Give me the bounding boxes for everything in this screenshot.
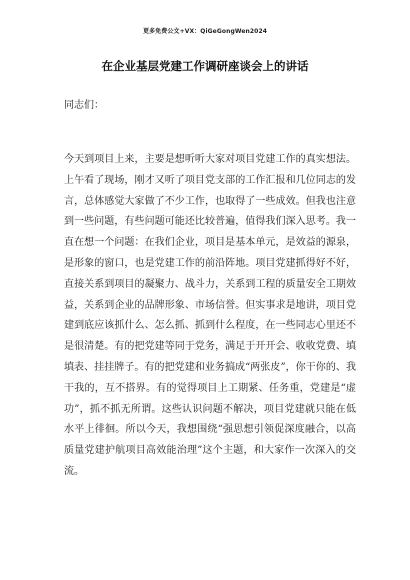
salutation: 同志们： — [64, 100, 104, 111]
header-note: 更多免费公文+VX：QiGeGongWen2024 — [142, 28, 267, 35]
document-title: 在企业基层党建工作调研座谈会上的讲话 — [101, 59, 309, 73]
body-paragraph: 今天到项目上来，主要是想听听大家对项目党建工作的真实想法。上午看了现场，刚才又听了项目党支部的工作汇报和几位同志的发言，总体感觉大家做了不少工作，也取得了一些成效。但我也注意到一些问题，有些问题可能还比较普遍，值得我们深入思考。我一直在想一个问题：在我们企业，项目是基本单元，是效益的源泉，是形象的窗口，也是党建工作的前沿阵地。项目党建抓得好不好，直接关系到项目的凝聚力、战斗力，关系到工程的质量安全工期效益，关系到企业的品牌形象、市场信誉。但实事求是地讲，项目党建到底应该抓什么、怎么抓、抓到什么程度，在一些同志心里还不是很清楚。有的把党建等同于党务，满足于开开会、收收党费、填填表、挂挂牌子。有的把党建和业务搞成“两张皮”，你干你的、我干我的，互不搭界。有的觉得项目上工期紧、任务重，党建是“虚功”，抓不抓无所谓。这些认识问题不解决，项目党建就只能在低水平上徘徊。所以今天，我想围绕“强思想引领促深度融合，以高质量党建护航项目高效能治理”这个主题，和大家作一次深入的交流。 — [64, 154, 356, 477]
